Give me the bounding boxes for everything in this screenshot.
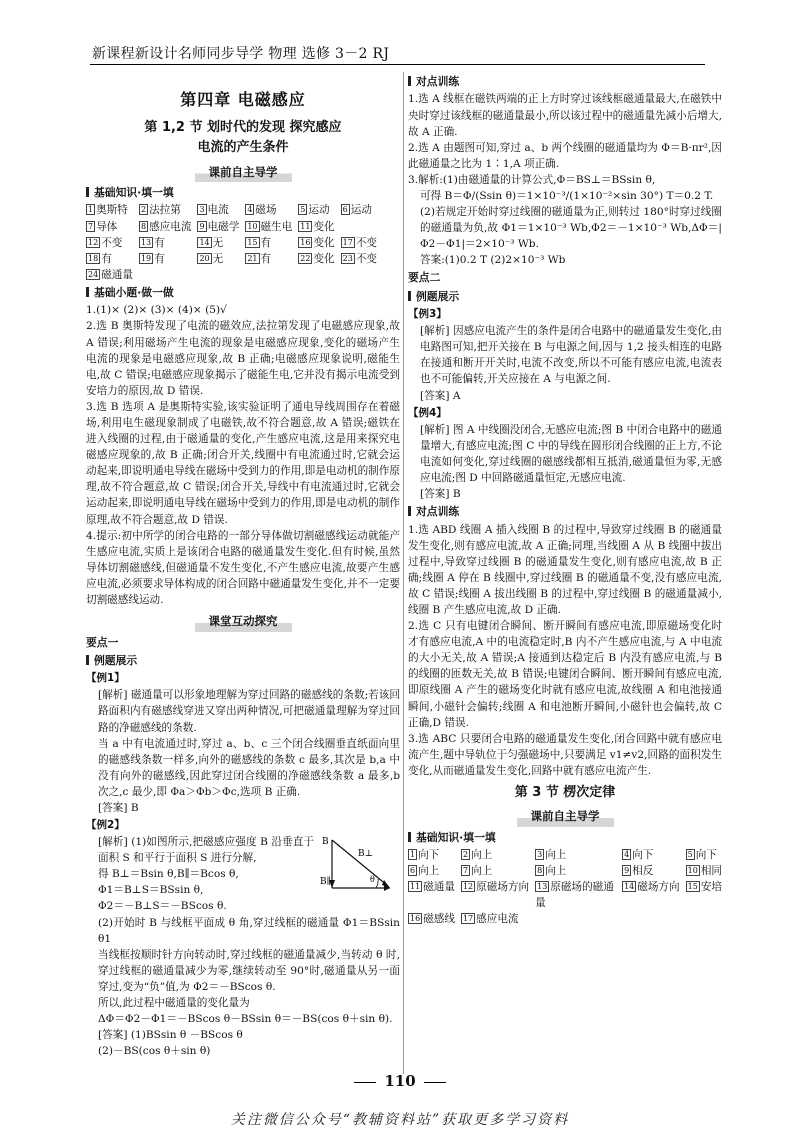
blank-number: 9 bbox=[199, 221, 205, 231]
fill-blank-item bbox=[86, 251, 133, 267]
blank-answer: 相反 bbox=[632, 865, 654, 878]
training2-answer-1: 1.选 ABD 线圈 A 插入线圈 B 的过程中,导致穿过线圈 B 的磁通量发生变化,则有感应电流,故 A 正确;同理,当线圈 A 从 B 线圈中拔出过程中,导致穿过线圈 B 的磁通量发生变化,则有感应电流,故 B 正确;线圈 A 停在 B 线圈中,穿过线圈 B 的磁通量不变,没有感应电流,故 C 错误;线圈 A 拔出线圈 B 的过程中,穿过线圈 B 的磁通量减小,线圈 B 产生感应电流,故 D 正确. bbox=[408, 523, 722, 616]
fill-blank-item bbox=[408, 847, 455, 863]
training-answer-1: 1.选 A 线框在磁铁两端的正上方时穿过该线框磁通量最大,在磁铁中央时穿过该线框的磁通量最小,所以该过程中的磁通量先减小后增大,故 A 正确. bbox=[408, 93, 722, 138]
blank-number: 18 bbox=[88, 253, 99, 263]
bottom-note: 关注微信公众号“教辅资料站”获取更多学习资料 bbox=[230, 1112, 570, 1128]
example-1-analysis-2: 当 a 中有电流通过时,穿过 a、b、c 三个闭合线圈垂直纸面向里的磁感线条数一样多,向外的磁感线的条数 c 最多,其次是 b,a 中没有向外的磁感线,因此穿过闭合线圈的净磁感线条数 a 最多,b 次之,c 最少,即 Φa＞Φb＞Φc,选项 B 正确. bbox=[98, 737, 400, 798]
band-label: 课前自主导学 bbox=[195, 163, 292, 182]
blank-number: 9 bbox=[624, 866, 630, 876]
blank-number: 1 bbox=[410, 850, 416, 860]
blank-number: 15 bbox=[247, 237, 258, 247]
fill-blank-item bbox=[535, 863, 616, 879]
fill-blank-item bbox=[341, 235, 377, 251]
subheading-targeted-training: 对点训练 bbox=[408, 74, 722, 90]
fill-blank-item bbox=[197, 202, 239, 218]
fill-blank-item bbox=[298, 219, 334, 235]
blank-number: 11 bbox=[300, 221, 311, 231]
fill-blank-item bbox=[298, 235, 334, 251]
blank-number: 8 bbox=[537, 866, 543, 876]
fill-blank-item bbox=[86, 219, 133, 235]
blank-answer: 运动 bbox=[308, 204, 330, 217]
fill-blank-item bbox=[298, 251, 334, 267]
training2-answer-2: 2.选 C 只有电键闭合瞬间、断开瞬间有感应电流,即原磁场变化时才有感应电流,A 中的电流稳定时,B 内不产生感应电流,与 A 中电流的大小无关,故 A 错误;A 接通到达稳定后 B 内没有感应电流,与 B 的线圈的匝数无关,故 B 错误;电键闭合瞬间、断开瞬间有感应电流,即原线圈 A 产生的磁场变化时就有感应电流,故线圈 A 和电池接通瞬间,小磁针会偏转;线圈 A 和电池断开瞬间,小磁针也会偏转,故 C 正确,D 错误. bbox=[408, 620, 722, 729]
fill-blank-item bbox=[139, 219, 191, 235]
fill-blank-item bbox=[408, 911, 455, 927]
b-field-decomposition-diagram bbox=[318, 834, 400, 898]
subheading-basic-exercises: 基础小题·做一做 bbox=[86, 285, 400, 301]
blank-number: 7 bbox=[462, 866, 469, 876]
example-4-answer: [答案] B bbox=[420, 488, 461, 500]
fill-blank-grid-2 bbox=[408, 847, 722, 927]
blank-answer: 磁通量 bbox=[101, 268, 133, 281]
fill-blank-item bbox=[686, 847, 722, 863]
band-pre-class bbox=[86, 163, 400, 182]
blank-number: 10 bbox=[247, 221, 258, 231]
fill-blank-item bbox=[341, 251, 377, 267]
blank-answer: 向上 bbox=[471, 865, 493, 878]
subheading-basic-knowledge: 基础知识·填一填 bbox=[86, 185, 400, 201]
fill-blank-item bbox=[245, 219, 292, 235]
fill-blank-item bbox=[535, 879, 616, 911]
blank-answer: 向上 bbox=[471, 849, 493, 862]
fill-blank-item bbox=[461, 879, 529, 911]
blank-answer: 无 bbox=[212, 236, 224, 249]
fill-blank-grid bbox=[86, 202, 400, 282]
example-4-analysis: [解析] 图 A 中线圈没闭合,无感应电流;图 B 中闭合电路中的磁通量增大,有感应电流;图 C 中的导线在圆形闭合线圈的正上方,不论电流如何变化,穿过线圈的磁感线都相互抵消,磁通量恒为零,无感应电流;图 D 中回路磁通量恒定,无感应电流. bbox=[420, 423, 722, 484]
subheading-targeted-training-2: 对点训练 bbox=[408, 504, 722, 520]
fill-blank-item bbox=[408, 863, 455, 879]
band-pre-class-2 bbox=[408, 807, 722, 826]
fill-blank-item bbox=[139, 235, 191, 251]
blank-answer: 不变 bbox=[101, 236, 123, 249]
subheading-examples: 例题展示 bbox=[86, 653, 400, 669]
blank-answer: 法拉第 bbox=[149, 204, 181, 217]
fill-blank-item bbox=[461, 911, 529, 927]
blank-answer: 有 bbox=[154, 236, 165, 249]
blank-number: 14 bbox=[624, 882, 635, 892]
example-3-label: 【例3】 bbox=[408, 308, 447, 321]
blank-answer: 导体 bbox=[96, 220, 118, 233]
blank-number: 13 bbox=[537, 882, 548, 892]
answer-3: 3.选 B 选项 A 是奥斯特实验,该实验证明了通电导线周围存在着磁场,利用电生磁现象制成了电磁铁,故不符合题意,故 A 错误;磁铁在进入线圈的过程,由于磁通量的变化,产生感应电流,这是用来探究电磁感应现象的,故 B 正确;闭合开关,线圈中有电流通过时,它就会运动起来,即说明通电导线在磁场中受到力的作用,即是电动机的制作原理,故不符合题意,故 C 错误;闭合开关,导线中有电流通过时,它就会运动起来,即说明通电导线在磁场中受到力的作用,即是电动机的制作原理,故不符合题意,故 D 错误. bbox=[86, 400, 400, 526]
band-label: 课前自主导学 bbox=[517, 807, 614, 826]
blank-number: 16 bbox=[410, 914, 421, 924]
blank-answer: 向下 bbox=[632, 849, 654, 862]
blank-number: 6 bbox=[342, 205, 348, 215]
blank-answer: 不变 bbox=[355, 252, 378, 265]
blank-number: 5 bbox=[300, 205, 306, 215]
blank-answer: 相同 bbox=[700, 865, 722, 878]
blank-number: 12 bbox=[462, 882, 474, 892]
blank-number: 17 bbox=[462, 914, 474, 924]
example-3-answer: [答案] A bbox=[420, 389, 461, 402]
fill-blank-item bbox=[535, 847, 616, 863]
blank-number: 23 bbox=[342, 253, 353, 263]
fill-blank-item bbox=[461, 847, 529, 863]
blank-number: 6 bbox=[410, 866, 416, 876]
training-answer-3: 3.解析:(1)由磁通量的计算公式,Φ＝BS⊥＝BSsin θ, bbox=[408, 173, 656, 186]
page-footer bbox=[0, 1070, 800, 1093]
section-title-line1: 第 1,2 节 划时代的发现 探究感应 bbox=[144, 120, 342, 136]
example-2-analysis-2: 得 B⊥＝Bsin θ,B∥＝Bcos θ, bbox=[98, 868, 239, 881]
chapter-title: 第四章 电磁感应 bbox=[180, 90, 306, 109]
blank-answer: 电流 bbox=[207, 204, 229, 217]
page-number: 110 bbox=[384, 1072, 416, 1090]
fill-blank-item bbox=[408, 879, 455, 911]
blank-answer: 安培 bbox=[700, 881, 722, 894]
band-label: 课堂互动探究 bbox=[195, 612, 292, 631]
label-theta: θ bbox=[370, 875, 375, 885]
blank-answer: 向上 bbox=[418, 865, 440, 878]
example-2-analysis-3: Φ1＝B⊥S＝BSsin θ, bbox=[98, 884, 204, 897]
example-2-analysis-4: Φ2＝－B⊥S＝－BScos θ. bbox=[98, 900, 227, 913]
fill-blank-item bbox=[461, 863, 529, 879]
fill-blank-item bbox=[86, 202, 133, 218]
blank-answer: 有 bbox=[101, 252, 112, 265]
fill-blank-item bbox=[686, 879, 722, 911]
blank-answer: 感应电流 bbox=[476, 913, 519, 926]
label-b-perp: B⊥ bbox=[358, 849, 374, 860]
blank-answer: 磁生电 bbox=[260, 220, 293, 233]
blank-number: 3 bbox=[199, 205, 205, 215]
example-1-label: 【例1】 bbox=[86, 672, 125, 685]
example-2-analysis-8: ΔΦ＝Φ2－Φ1＝－BScos θ－BSsin θ＝－BS(cos θ＋sin θ). bbox=[98, 1013, 393, 1026]
example-2-analysis-6: 当线框按顺时针方向转动时,穿过线框的磁通量减少,当转动 θ 时,穿过线框的磁通量减少为零,继续转动至 90°时,磁通量从另一面穿过,变为“负”值,为 Φ2＝－BScos θ. bbox=[98, 948, 400, 993]
training-answer-3-formula: 可得 B＝Φ/(Ssin θ)＝1×10⁻³/(1×10⁻²×sin 30°) T＝0.2 T. bbox=[420, 189, 714, 202]
fill-blank-item bbox=[197, 235, 239, 251]
blank-answer: 向下 bbox=[418, 849, 440, 862]
blank-number: 7 bbox=[88, 221, 94, 231]
band-classroom bbox=[86, 612, 400, 631]
blank-answer: 磁场方向 bbox=[637, 881, 680, 894]
example-2-label: 【例2】 bbox=[86, 819, 125, 832]
example-4-label: 【例4】 bbox=[408, 406, 447, 419]
blank-answer: 原磁场的磁通量 bbox=[535, 881, 614, 910]
blank-number: 19 bbox=[140, 253, 152, 263]
blank-number: 10 bbox=[687, 866, 698, 876]
fill-blank-item bbox=[139, 251, 191, 267]
answer-2: 2.选 B 奥斯特发现了电流的磁效应,法拉第发现了电磁感应现象,故 A 错误;利用磁场产生电流的现象是电磁感应现象,变化的磁场产生电流的现象是电磁感应现象,故 B 正确;电磁感应现象说明,磁能生电,故 C 错误;电磁感应现象揭示了磁能生电,它并没有揭示电流受到安培力的原因,故 D 错误. bbox=[86, 320, 400, 397]
fill-blank-item bbox=[686, 863, 722, 879]
training-answer-3-final: 答案:(1)0.2 T (2)2×10⁻³ Wb bbox=[420, 254, 566, 267]
key-point-2: 要点二 bbox=[408, 271, 441, 285]
answer-1: 1.(1)× (2)× (3)× (4)× (5)√ bbox=[86, 304, 227, 317]
fill-blank-item bbox=[245, 202, 292, 218]
blank-answer: 运动 bbox=[350, 204, 372, 217]
fill-blank-item bbox=[622, 847, 680, 863]
blank-answer: 磁场 bbox=[255, 204, 277, 217]
blank-answer: 向下 bbox=[695, 849, 717, 862]
blank-answer: 向上 bbox=[545, 849, 567, 862]
blank-number: 17 bbox=[342, 237, 353, 247]
example-2-answer-1: [答案] (1)BSsin θ －BScos θ bbox=[98, 1029, 243, 1042]
blank-number: 4 bbox=[624, 850, 630, 860]
blank-number: 24 bbox=[88, 269, 99, 279]
training-answer-2: 2.选 A 由题图可知,穿过 a、b 两个线圈的磁通量均为 Φ＝B·πr²,因此磁通量之比为 1∶1,A 项正确. bbox=[408, 141, 722, 170]
blank-answer: 变化 bbox=[313, 220, 335, 233]
example-3-analysis: [解析] 因感应电流产生的条件是闭合电路中的磁通量发生变化,由电路图可知,把开关接在 B 与电源之间,因与 1,2 接头相连的电路在接通和断开开关时,电流不改变,所以不可能有感应电流,电流表也不可能偏转,开关应接在 A 与电源之间. bbox=[420, 325, 722, 386]
fill-blank-item bbox=[197, 219, 239, 235]
example-2-analysis-1: [解析] (1)如图所示,把磁感应强度 B 沿垂直于面积 S 和平行于面积 S 进行分解, bbox=[98, 836, 314, 865]
fill-blank-item bbox=[341, 202, 377, 218]
fill-blank-item bbox=[86, 235, 133, 251]
header-rule bbox=[90, 64, 705, 65]
fill-blank-item bbox=[622, 879, 680, 911]
blank-number: 3 bbox=[537, 850, 543, 860]
example-1-answer: [答案] B bbox=[98, 802, 139, 815]
blank-answer: 向上 bbox=[545, 865, 567, 878]
blank-answer: 磁通量 bbox=[423, 881, 455, 894]
blank-answer: 奥斯特 bbox=[96, 204, 128, 217]
blank-number: 20 bbox=[199, 253, 210, 263]
fill-blank-item bbox=[245, 235, 292, 251]
section-title-line2: 电流的产生条件 bbox=[197, 140, 289, 156]
blank-number: 4 bbox=[247, 205, 253, 215]
example-2-answer-2: (2)－BS(cos θ＋sin θ) bbox=[98, 1045, 211, 1058]
blank-number: 16 bbox=[300, 237, 311, 247]
subheading-examples-2: 例题展示 bbox=[408, 289, 722, 305]
fill-blank-item bbox=[139, 202, 191, 218]
answer-4: 4.提示:初中所学的闭合电路的一部分导体做切割磁感线运动就能产生感应电流,实质上是该闭合电路的磁通量发生变化.但有时候,虽然导体切割磁感线,但磁通量不发生变化,不产生感应电流,故要产生感应电流,必须要求导体构成的闭合回路中磁通量发生变化,并不一定要切割磁感线运动. bbox=[86, 529, 400, 607]
blank-answer: 磁感线 bbox=[423, 913, 455, 926]
example-1-analysis: [解析] 磁通量可以形象地理解为穿过回路的磁感线的条数;若该回路面积内有磁感线穿进又穿出两种情况,可把磁通量理解为穿过回路的净磁感线的条数. bbox=[98, 689, 400, 734]
blank-number: 21 bbox=[247, 253, 258, 263]
blank-answer: 有 bbox=[260, 236, 272, 249]
left-column bbox=[86, 72, 400, 1059]
fill-blank-item bbox=[86, 267, 133, 283]
blank-answer: 原磁场方向 bbox=[476, 881, 530, 894]
blank-number: 22 bbox=[300, 253, 311, 263]
blank-answer: 电磁学 bbox=[207, 220, 240, 233]
fill-blank-item bbox=[341, 219, 377, 235]
blank-number: 13 bbox=[140, 237, 152, 247]
blank-answer: 有 bbox=[260, 252, 272, 265]
example-2-analysis-7: 所以,此过程中磁通量的变化量为 bbox=[98, 997, 250, 1009]
label-b-par: B∥ bbox=[320, 877, 331, 888]
label-b: B bbox=[322, 837, 329, 848]
fill-blank-item bbox=[622, 863, 680, 879]
blank-answer: 无 bbox=[212, 252, 224, 265]
blank-number: 11 bbox=[410, 882, 421, 892]
blank-number: 15 bbox=[687, 882, 698, 892]
blank-number: 2 bbox=[462, 850, 469, 860]
subheading-basic-knowledge-2: 基础知识·填一填 bbox=[408, 830, 722, 846]
blank-answer: 变化 bbox=[313, 236, 335, 249]
fill-blank-item bbox=[197, 251, 239, 267]
fill-blank-item bbox=[245, 251, 292, 267]
blank-number: 14 bbox=[199, 237, 210, 247]
blank-number: 8 bbox=[140, 221, 147, 231]
blank-answer: 不变 bbox=[355, 236, 378, 249]
blank-number: 1 bbox=[88, 205, 94, 215]
right-column bbox=[408, 72, 722, 927]
column-divider bbox=[403, 72, 404, 1074]
section-3-title: 第 3 节 楞次定律 bbox=[514, 785, 616, 800]
training2-answer-3: 3.选 ABC 只要闭合电路的磁通量发生变化,闭合回路中就有感应电流产生,题中导轨位于匀强磁场中,只要满足 v1≠v2,回路的面积发生变化,从而磁通量发生变化,回路中就有感应电流产生. bbox=[408, 732, 722, 777]
fill-blank-item bbox=[298, 202, 334, 218]
blank-number: 5 bbox=[687, 850, 693, 860]
example-2-analysis-5: (2)开始时 B 与线框平面成 θ 角,穿过线框的磁通量 Φ1＝BSsin θ1 bbox=[98, 916, 400, 945]
blank-answer: 有 bbox=[154, 252, 165, 265]
blank-number: 12 bbox=[88, 237, 99, 247]
key-point-1: 要点一 bbox=[86, 635, 119, 649]
blank-answer: 变化 bbox=[313, 252, 335, 265]
training-answer-3-part2: (2)若规定开始时穿过线圈的磁通量为正,则转过 180°时穿过线圈的磁通量为负,故 Φ1＝1×10⁻³ Wb,Φ2＝－1×10⁻³ Wb,ΔΦ＝|Φ2－Φ1|＝2×10⁻³ Wb. bbox=[420, 206, 722, 251]
blank-number: 2 bbox=[140, 205, 147, 215]
running-header: 新课程新设计名师同步导学 物理 选修 3－2 RJ bbox=[92, 46, 390, 62]
blank-answer: 感应电流 bbox=[149, 220, 192, 233]
